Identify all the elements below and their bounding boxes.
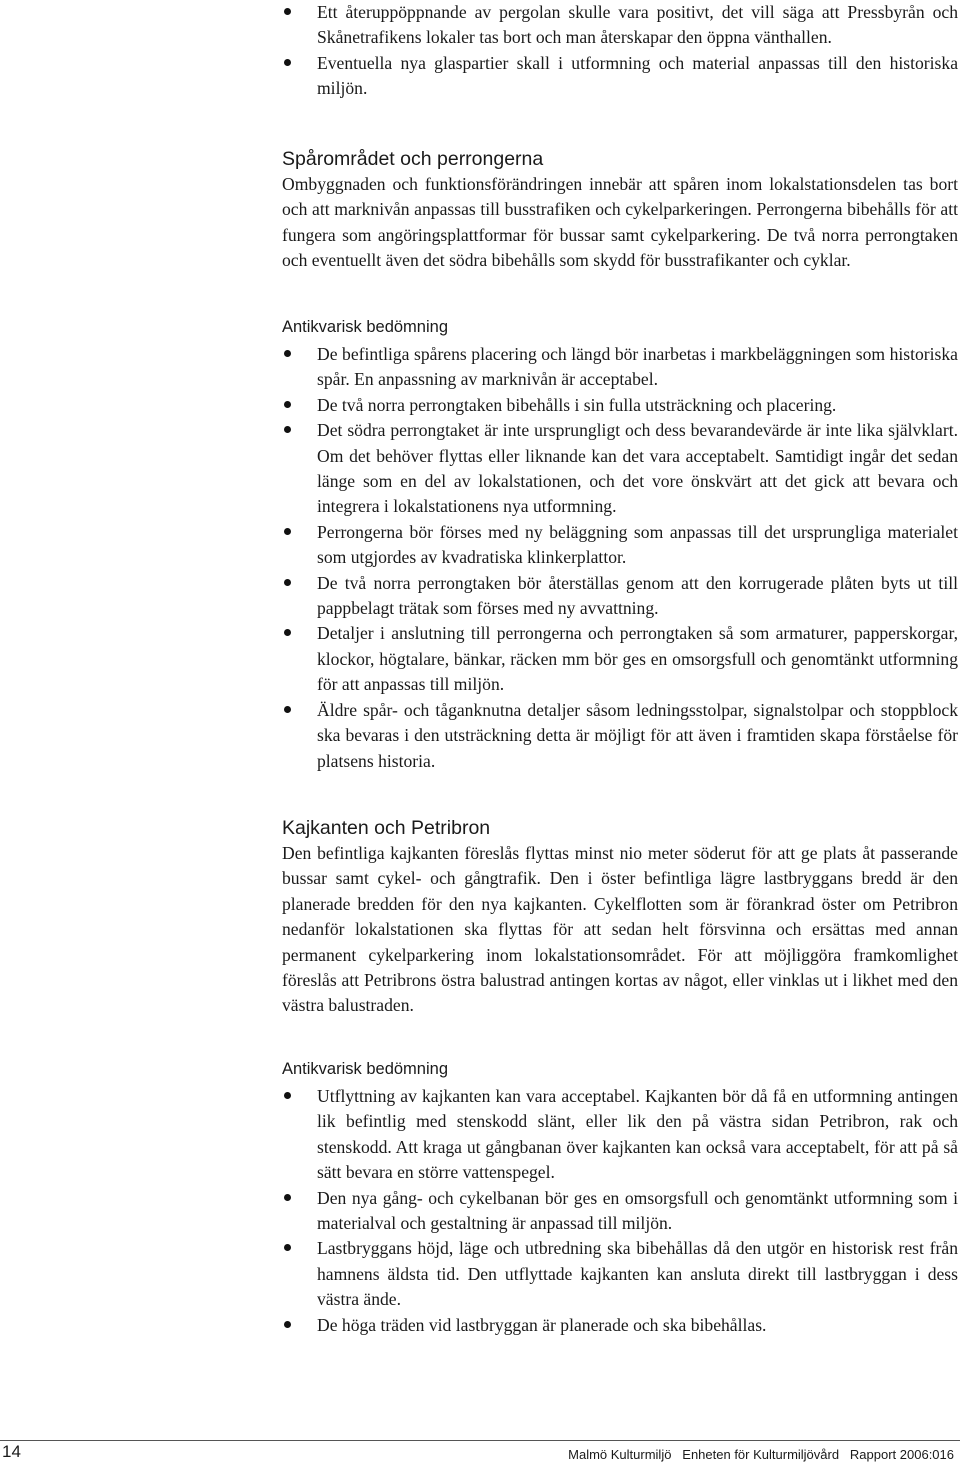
list-item: Äldre spår- och tåganknutna detaljer såsom ledningsstolpar, signalstolpar och stoppblock ska bevaras i den utsträckning detta är möjligt för att även i framtiden skapa förståelse för platsens historia. — [282, 698, 958, 774]
list-item: De höga träden vid lastbryggan är planerade och ska bibehållas. — [282, 1313, 958, 1338]
list-item: Lastbryggans höjd, läge och utbredning ska bibehållas då den utgör en historisk rest från hamnens äldsta tid. Den utflyttade kajkanten kan ansluta direkt till lastbryggan i dess västra ände. — [282, 1236, 958, 1312]
assessment-bullet-list — [282, 342, 958, 774]
page-number: 14 — [2, 1442, 21, 1461]
list-item: De två norra perrongtaken bör återställas genom att den korrugerade plåten byts ut till pappbelagt trätak som förses med ny avvattning. — [282, 571, 958, 622]
section-paragraph: Den befintliga kajkanten föreslås flyttas minst nio meter söderut för att ge plats åt passerande bussar samt cykel- och gångtrafik. Den i öster befintliga lägre lastbryggans bredd är den planerade bredden för den nya kajkanten. Cykelflotten som är förankrad öster om Petribron nedanför lokalstationen ska flyttas för att sedan helt försvinna och ersättas med annan permanent cykelparkering inom lokalstationsområdet. För att möjliggöra framkomlighet föreslås att Petribrons östra balustrad antingen kortas av något, eller vinklas ut i likhet med den västra balustraden. — [282, 843, 958, 1016]
list-item: Ett återuppöppnande av pergolan skulle vara positivt, det vill säga att Pressbyrån och Skånetrafikens lokaler tas bort och man återskapar den öppna vänthallen. — [282, 0, 958, 51]
list-item: Eventuella nya glaspartier skall i utformning och material anpassas till den historiska miljön. — [282, 51, 958, 102]
list-item: Perrongerna bör förses med ny beläggning som anpassas till det ursprungliga materialet som utgjordes av kvadratiska klinkerplattor. — [282, 520, 958, 571]
section-quay-petribron — [282, 815, 958, 1019]
list-item: De befintliga spårens placering och längd bör inarbetas i markbeläggningen som historiska spår. En anpassning av marknivån är acceptabel. — [282, 342, 958, 393]
assessment-heading: Antikvarisk bedömning — [282, 1060, 448, 1078]
list-item: Det södra perrongtaket är inte ursprungligt och dess bevarandevärde är inte lika självklart. Om det behöver flyttas eller liknande kan det vara acceptabelt. Samtidigt ingår det sedan länge som en del av lokalstationen, och det vore önskvärt att det gick att bevara och integrera i lokalstationens nya utformning. — [282, 418, 958, 520]
section-paragraph: Ombyggnaden och funktionsförändringen innebär att spåren inom lokalstationsdelen tas bort och att marknivån anpassas till busstrafiken och cykelparkeringen. Perrongerna bibehålls för att fungera som angöringsplattformar för bussar samt cykelparkering. De två norra perrongtaken och eventuellt även det södra bibehålls som skydd för busstrafikanter och cyklar. — [282, 174, 958, 271]
assessment-heading: Antikvarisk bedömning — [282, 318, 448, 336]
footer-rule — [0, 1440, 960, 1441]
section-tracks-platforms — [282, 146, 958, 274]
assessment-bullet-list — [282, 1084, 958, 1338]
list-item: Detaljer i anslutning till perrongerna och perrongtaken så som armaturer, papperskorgar, klockor, högtalare, bänkar, räcken mm bör ges en omsorgsfull och genomtänkt utformning för att anpassas till miljön. — [282, 621, 958, 697]
list-item: Utflyttning av kajkanten kan vara acceptabel. Kajkanten bör då få en utformning antingen lik befintlig med stenskodd slänt, eller lik den på västra sidan Petribron, rak och stenskodd. Att kraga ut gångbanan över kajkanten kan också vara acceptabelt, för att på så sätt bevara en större vattenspegel. — [282, 1084, 958, 1186]
list-item: De två norra perrongtaken bibehålls i sin fulla utsträckning och placering. — [282, 393, 958, 418]
page-footer — [0, 1440, 960, 1465]
assessment-quay-petribron — [282, 1057, 958, 1338]
footer-credits: Malmö Kulturmiljö Enheten för Kulturmiljövård Rapport 2006:016 — [568, 1447, 954, 1462]
top-bullet-list — [282, 0, 958, 102]
assessment-tracks-platforms — [282, 315, 958, 774]
list-item: Den nya gång- och cykelbanan bör ges en omsorgsfull och genomtänkt utformning som i materialval och gestaltning är anpassad till miljön. — [282, 1186, 958, 1237]
section-heading: Spårområdet och perrongerna — [282, 148, 544, 170]
section-heading: Kajkanten och Petribron — [282, 817, 491, 839]
